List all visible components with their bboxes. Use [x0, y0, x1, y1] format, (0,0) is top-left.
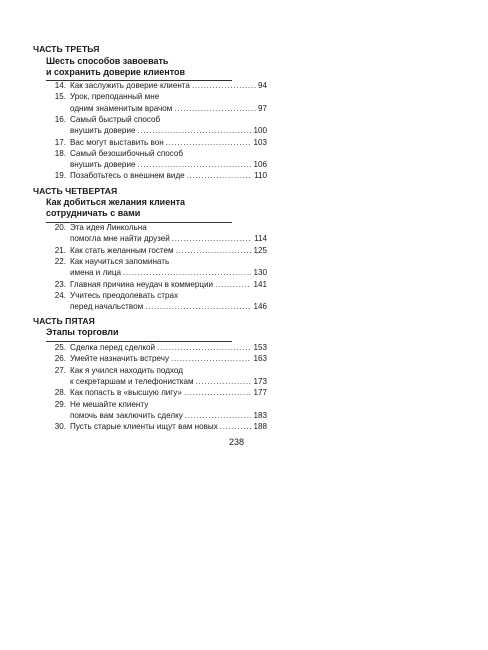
entry-page: 125 — [253, 245, 267, 255]
dot-leader — [171, 353, 251, 364]
entry-page: 163 — [253, 354, 267, 364]
entry-page: 94 — [257, 81, 267, 90]
toc-entry[interactable] — [46, 421, 267, 432]
entry-title: Эта идея Линкольна — [70, 223, 147, 232]
entry-title-continued: перед начальством — [70, 302, 144, 312]
entry-number: 23. — [54, 279, 66, 289]
dot-leader — [172, 233, 252, 244]
entry-page: 146 — [253, 302, 267, 312]
entry-title: Самый быстрый способ — [70, 114, 161, 124]
dot-leader — [184, 387, 252, 398]
entry-number: 19. — [54, 171, 66, 181]
toc-entry[interactable] — [46, 399, 267, 422]
entry-title: Позаботьтесь о внешнем виде — [70, 171, 185, 181]
entry-number: 25. — [54, 343, 66, 352]
entry-number: 29. — [54, 399, 66, 409]
toc-entry[interactable] — [46, 114, 267, 137]
dot-leader — [137, 159, 251, 170]
entry-number: 20. — [54, 223, 66, 232]
dot-leader — [185, 410, 252, 421]
entry-number: 26. — [54, 354, 66, 364]
entry-page: 188 — [253, 422, 267, 432]
entry-title-continued: помогла мне найти друзей — [70, 234, 170, 244]
toc-entry[interactable] — [46, 91, 267, 114]
entry-page: 103 — [253, 137, 267, 147]
toc-entry[interactable] — [46, 387, 267, 398]
toc-entry[interactable] — [46, 365, 267, 388]
part-3-subtitle-line-2: и сохранить доверие клиентов — [46, 67, 186, 77]
entry-page: 141 — [253, 279, 267, 289]
entry-title: Как я учился находить подход — [70, 365, 183, 375]
entry-title: Вас могут выставить вон — [70, 137, 164, 147]
page-number: 238 — [229, 437, 245, 447]
toc-entry[interactable] — [46, 245, 267, 256]
entry-title-continued: помочь вам заключить сделку — [70, 410, 183, 420]
part-4-subtitle-line-1: Как добиться желания клиента — [46, 197, 186, 207]
entry-title: Самый безошибочный способ — [70, 148, 184, 158]
part-3-heading: ЧАСТЬ ТРЕТЬЯ — [33, 44, 100, 54]
part-3-subtitle-line-1: Шесть способов завоевать — [46, 56, 169, 66]
part-5-subtitle: Этапы торговли — [46, 327, 119, 337]
entry-number: 15. — [54, 92, 66, 102]
entry-title: Как заслужить доверие клиента — [70, 81, 190, 90]
toc-entry[interactable] — [46, 256, 267, 279]
entry-number: 16. — [54, 114, 66, 124]
entry-title: Сделка перед сделкой — [70, 343, 156, 352]
dot-leader — [123, 267, 252, 278]
entry-page: 97 — [257, 103, 267, 113]
toc-entry[interactable] — [46, 353, 267, 364]
entry-number: 18. — [54, 148, 66, 158]
entry-number: 22. — [54, 256, 66, 266]
entry-title: Учитесь преодолевать страх — [70, 290, 178, 300]
entry-title-continued: к секретаршам и телефонисткам — [70, 376, 194, 386]
entry-page: 100 — [253, 126, 267, 136]
entry-number: 17. — [54, 137, 66, 147]
dot-leader — [215, 279, 251, 290]
dot-leader — [192, 80, 256, 91]
entry-page: 106 — [253, 160, 267, 170]
entry-title-continued: внушить доверие — [70, 160, 136, 170]
entry-number: 14. — [54, 81, 66, 90]
dot-leader — [187, 170, 252, 181]
entry-page: 130 — [253, 268, 267, 278]
part-5-heading: ЧАСТЬ ПЯТАЯ — [33, 316, 95, 326]
toc-entry[interactable] — [46, 290, 267, 313]
toc-entry[interactable] — [46, 137, 267, 148]
entry-title: Как попасть в «высшую лигу» — [70, 388, 182, 398]
entry-number: 24. — [54, 290, 66, 300]
entry-page: 177 — [253, 388, 267, 398]
entry-title: Как научиться запоминать — [70, 256, 170, 266]
entry-title: Урок, преподанный мне — [70, 92, 160, 102]
dot-leader — [176, 245, 252, 256]
toc-entry[interactable] — [46, 170, 267, 181]
part-4-heading: ЧАСТЬ ЧЕТВЕРТАЯ — [33, 186, 118, 196]
entry-title-continued: имена и лица — [70, 268, 121, 278]
toc-entry[interactable] — [46, 222, 267, 245]
entry-title: Не мешайте клиенту — [70, 399, 149, 409]
dot-leader — [137, 125, 251, 136]
entry-page: 110 — [254, 171, 267, 181]
part-4-subtitle-line-2: сотрудничать с вами — [46, 208, 141, 218]
toc-entry[interactable] — [46, 80, 267, 91]
dot-leader — [220, 421, 252, 432]
entry-page: 153 — [253, 343, 267, 352]
entry-title-continued: одним знаменитым врачом — [70, 103, 173, 113]
entry-number: 27. — [54, 365, 66, 375]
dot-leader — [196, 376, 252, 387]
entry-number: 28. — [54, 388, 66, 398]
entry-title: Пусть старые клиенты ищут вам новых — [70, 422, 218, 432]
dot-leader — [174, 103, 256, 114]
toc-entry[interactable] — [46, 148, 267, 171]
entry-title: Как стать желанным гостем — [70, 245, 174, 255]
entry-page: 114 — [254, 234, 267, 244]
entry-page: 183 — [253, 410, 267, 420]
entry-number: 21. — [54, 245, 66, 255]
entry-title: Главная причина неудач в коммерции — [70, 279, 214, 289]
dot-leader — [166, 137, 252, 148]
toc-entry[interactable] — [46, 342, 267, 353]
dot-leader — [145, 301, 251, 312]
dot-leader — [157, 342, 251, 353]
toc-entry[interactable] — [46, 279, 267, 290]
entry-page: 173 — [253, 376, 267, 386]
entry-title-continued: внушить доверие — [70, 126, 136, 136]
entry-title: Умейте назначить встречу — [70, 354, 169, 364]
entry-number: 30. — [54, 422, 66, 432]
